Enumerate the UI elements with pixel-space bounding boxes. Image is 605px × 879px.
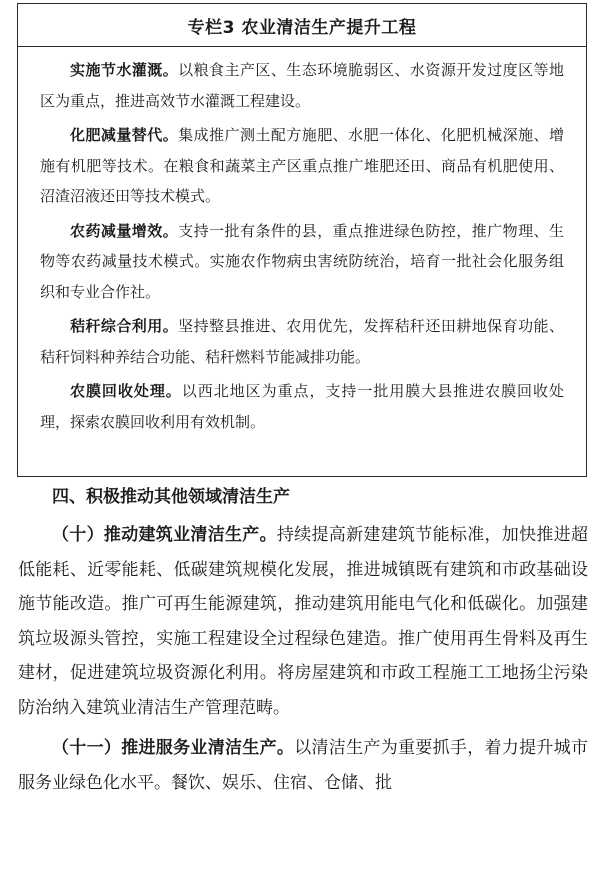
- box-item-lead: 秸秆综合利用。: [70, 317, 179, 335]
- box-item-text: 以粮食主产区、生态环境脆弱区、水资源开发过度区等地区为重点，推进高效节水灌溉工程建设。: [40, 61, 564, 110]
- box-item-lead: 农膜回收处理。: [70, 382, 182, 400]
- feature-box: [17, 3, 587, 477]
- paragraph-lead: （十一）推进服务业清洁生产。: [52, 738, 295, 758]
- box-item-pesticide: [40, 216, 564, 308]
- box-item-film: [40, 376, 564, 437]
- box-item-lead: 实施节水灌溉。: [70, 61, 179, 79]
- box-item-text: 集成推广测土配方施肥、水肥一体化、化肥机械深施、增施有机肥等技术。在粮食和蔬菜主产区重点推广堆肥还田、商品有机肥使用、沼渣沼液还田等技术模式。: [40, 126, 564, 205]
- paragraph-text: 以清洁生产为重要抓手，着力提升城市服务业绿色化水平。餐饮、娱乐、住宿、仓储、批: [18, 738, 589, 793]
- box-item-water-saving: [40, 55, 564, 116]
- paragraph-construction: [18, 518, 588, 725]
- box-title: 专栏3 农业清洁生产提升工程: [18, 4, 586, 47]
- box-item-text: 支持一批有条件的县，重点推进绿色防控，推广物理、生物等农药减量技术模式。实施农作物病虫害统防统治，培育一批社会化服务组织和专业合作社。: [40, 221, 564, 301]
- box-item-fertilizer: [40, 120, 564, 212]
- main-section: [18, 480, 588, 806]
- paragraph-lead: （十）推动建筑业清洁生产。: [52, 525, 277, 545]
- section-heading: 四、积极推动其他领域清洁生产: [52, 487, 290, 507]
- box-item-lead: 化肥减量替代。: [70, 126, 179, 144]
- paragraph-services: [18, 731, 588, 800]
- box-item-text: 坚持整县推进、农用优先，发挥秸秆还田耕地保育功能、秸秆饲料种养结合功能、秸秆燃料节能减排功能。: [40, 317, 564, 366]
- box-item-straw: [40, 311, 564, 372]
- paragraph-text: 持续提高新建建筑节能标准，加快推进超低能耗、近零能耗、低碳建筑规模化发展，推进城镇既有建筑和市政基础设施节能改造。推广可再生能源建筑，推动建筑用能电气化和低碳化。加强建筑垃圾源头管控，实施工程建设全过程绿色建造。推广使用再生骨料及再生建材，促进建筑垃圾资源化利用。将房屋建筑和市政工程施工工地扬尘污染防治纳入建筑业清洁生产管理范畴。: [18, 525, 589, 718]
- box-body: [18, 47, 586, 437]
- box-item-text: 以西北地区为重点，支持一批用膜大县推进农膜回收处理，探索农膜回收利用有效机制。: [40, 382, 564, 431]
- box-item-lead: 农药减量增效。: [70, 221, 179, 240]
